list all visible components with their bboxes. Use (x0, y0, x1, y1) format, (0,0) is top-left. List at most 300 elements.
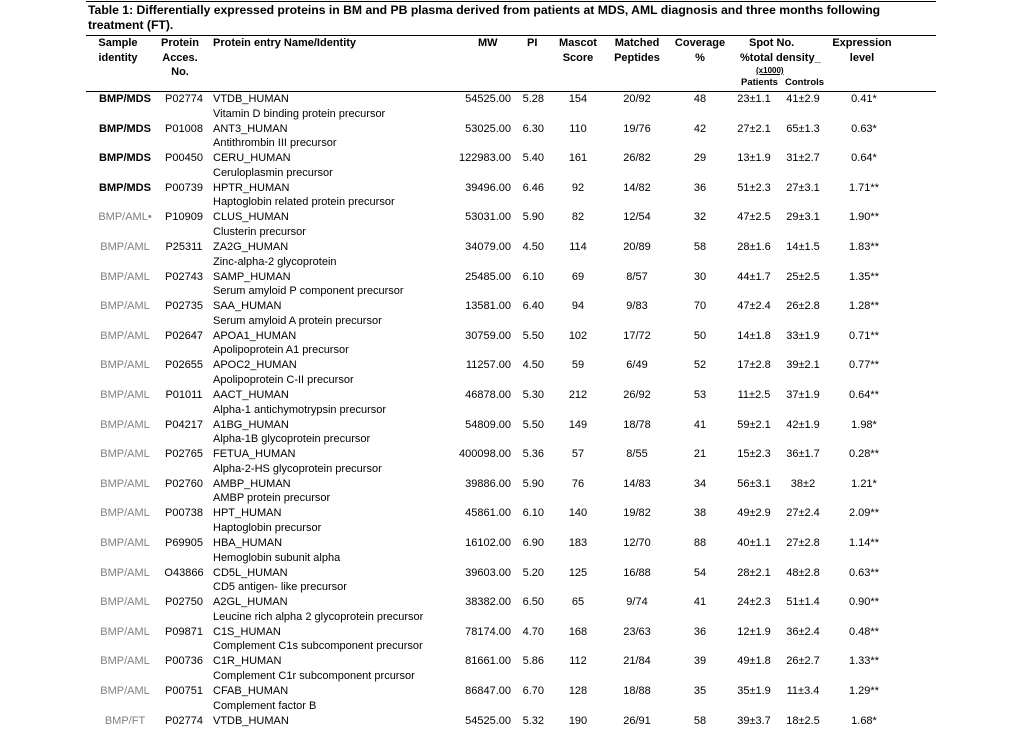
controls-density-cell: 26±2.7 (786, 655, 820, 668)
coverage-cell: 41 (693, 596, 707, 609)
table-row (0, 388, 1020, 418)
mascot-score-cell: 125 (568, 566, 588, 579)
patients-density-cell: 40±1.1 (737, 537, 771, 549)
protein-description-cell: Complement C1s subcomponent precursor (213, 640, 423, 653)
mascot-score-cell: 161 (568, 152, 588, 165)
matched-peptides-cell: 12/70 (623, 537, 651, 549)
patients-density-cell: 56±3.1 (737, 477, 771, 490)
coverage-cell: 41 (693, 418, 707, 431)
matched-peptides-cell: 8/57 (626, 270, 648, 283)
sample-identity-cell: BMP/AML (100, 625, 150, 638)
entry-name-cell: CLUS_HUMAN (213, 211, 289, 224)
matched-peptides-cell: 20/92 (623, 93, 651, 105)
controls-density-cell: 27±3.1 (786, 181, 820, 194)
table-row (0, 684, 1020, 714)
expression-level-cell: 0.64* (851, 152, 877, 165)
entry-name-cell: CERU_HUMAN (213, 152, 291, 165)
matched-peptides-cell: 9/83 (626, 300, 648, 313)
protein-description-cell: Vitamin D binding protein precursor (213, 107, 386, 120)
header-matched-peptides: Matched Peptides (614, 37, 660, 64)
matched-peptides-cell: 16/88 (623, 566, 651, 579)
mw-cell: 54525.00 (465, 714, 511, 727)
table-row (0, 151, 1020, 181)
accession-cell: P02743 (165, 270, 203, 283)
sample-identity-cell: BMP/AML (100, 448, 150, 461)
controls-density-cell: 37±1.9 (786, 389, 820, 401)
entry-name-cell: FETUA_HUMAN (213, 448, 296, 461)
mascot-score-cell: 140 (568, 507, 588, 520)
table-row (0, 447, 1020, 477)
pi-cell: 5.36 (522, 448, 544, 461)
header-protein-accession: Protein Acces. No. (161, 37, 199, 78)
controls-density-cell: 27±2.4 (786, 507, 820, 520)
mw-cell: 53031.00 (465, 211, 511, 224)
accession-cell: P10909 (165, 211, 203, 224)
table-row (0, 536, 1020, 566)
mascot-score-cell: 128 (568, 685, 588, 697)
sample-identity-cell: BMP/AML (100, 241, 150, 253)
patients-density-cell: 44±1.7 (737, 270, 771, 283)
mw-cell: 122983.00 (459, 152, 511, 165)
accession-cell: P00736 (165, 655, 203, 668)
controls-density-cell: 18±2.5 (786, 714, 820, 727)
coverage-cell: 36 (693, 181, 707, 194)
header-patients: Patients (741, 77, 778, 88)
patients-density-cell: 51±2.3 (737, 181, 771, 194)
patients-density-cell: 13±1.9 (737, 152, 771, 165)
table-row (0, 92, 1020, 122)
mascot-score-cell: 57 (571, 448, 585, 461)
accession-cell: P00450 (165, 152, 203, 165)
mascot-score-cell: 112 (569, 655, 587, 668)
matched-peptides-cell: 26/82 (623, 152, 651, 165)
patients-density-cell: 35±1.9 (737, 685, 771, 697)
matched-peptides-cell: 14/82 (623, 181, 651, 194)
sample-identity-cell: BMP/AML (100, 537, 150, 549)
patients-density-cell: 39±3.7 (737, 714, 771, 727)
coverage-cell: 30 (693, 270, 707, 283)
patients-density-cell: 15±2.3 (737, 448, 771, 461)
pi-cell: 5.50 (522, 329, 544, 342)
sample-identity-cell: BMP/AML (100, 566, 150, 579)
mw-cell: 38382.00 (465, 596, 511, 609)
sample-identity-cell: BMP/MDS (99, 122, 151, 135)
accession-cell: O43866 (164, 566, 204, 579)
patients-density-cell: 12±1.9 (737, 625, 771, 638)
expression-level-cell: 1.33** (849, 655, 879, 668)
controls-density-cell: 48±2.8 (786, 566, 820, 579)
coverage-cell: 36 (693, 625, 707, 638)
protein-description-cell: Zinc-alpha-2 glycoprotein (213, 255, 337, 268)
accession-cell: P02655 (165, 359, 203, 372)
sample-identity-cell: BMP/AML• (98, 211, 152, 224)
expression-level-cell: 0.71** (849, 329, 879, 342)
table-row (0, 329, 1020, 359)
controls-density-cell: 36±2.4 (786, 625, 820, 638)
entry-name-cell: CD5L_HUMAN (213, 566, 288, 579)
accession-cell: P69905 (165, 537, 203, 549)
expression-level-cell: 1.35** (849, 270, 879, 283)
patients-density-cell: 28±2.1 (737, 566, 771, 579)
accession-cell: P02765 (165, 448, 203, 461)
controls-density-cell: 14±1.5 (786, 241, 820, 253)
coverage-cell: 21 (693, 448, 707, 461)
table-row (0, 270, 1020, 300)
sample-identity-cell: BMP/AML (100, 270, 150, 283)
mw-cell: 45861.00 (465, 507, 511, 520)
controls-density-cell: 51±1.4 (786, 596, 820, 609)
matched-peptides-cell: 21/84 (623, 655, 651, 668)
accession-cell: P02774 (165, 93, 203, 105)
controls-density-cell: 41±2.9 (786, 93, 820, 105)
mascot-score-cell: 114 (569, 241, 587, 253)
mw-cell: 16102.00 (465, 537, 511, 549)
controls-density-cell: 25±2.5 (786, 270, 820, 283)
pi-cell: 6.10 (522, 270, 544, 283)
pi-cell: 5.86 (522, 655, 544, 668)
pi-cell: 6.10 (522, 507, 544, 520)
mascot-score-cell: 82 (571, 211, 585, 224)
patients-density-cell: 24±2.3 (737, 596, 771, 609)
protein-description-cell: Apolipoprotein A1 precursor (213, 344, 349, 357)
coverage-cell: 35 (693, 685, 707, 697)
expression-level-cell: 0.77** (849, 359, 879, 372)
accession-cell: P02774 (165, 714, 203, 727)
table-row (0, 210, 1020, 240)
entry-name-cell: HPT_HUMAN (213, 507, 282, 520)
controls-density-cell: 42±1.9 (786, 418, 820, 431)
controls-density-cell: 33±1.9 (786, 329, 820, 342)
accession-cell: P02647 (165, 329, 203, 342)
protein-description-cell: Haptoglobin related protein precursor (213, 196, 395, 209)
entry-name-cell: C1S_HUMAN (213, 625, 281, 638)
coverage-cell: 88 (693, 537, 707, 549)
header-mw: MW (478, 37, 498, 49)
controls-density-cell: 26±2.8 (786, 300, 820, 313)
expression-level-cell: 1.90** (849, 211, 879, 224)
pi-cell: 6.50 (522, 596, 544, 609)
expression-level-cell: 0.48** (849, 625, 879, 638)
header-sample-identity: Sample identity (98, 37, 138, 64)
table-row (0, 714, 1020, 744)
accession-cell: P09871 (165, 625, 203, 638)
sample-identity-cell: BMP/AML (100, 596, 150, 609)
expression-level-cell: 0.28** (849, 448, 879, 461)
pi-cell: 6.46 (522, 181, 544, 194)
accession-cell: P01008 (165, 122, 203, 135)
header-protein-entry: Protein entry Name/Identity (213, 37, 357, 49)
mascot-score-cell: 110 (569, 122, 587, 135)
header-pi: PI (527, 37, 538, 49)
pi-cell: 5.90 (522, 477, 544, 490)
expression-level-cell: 1.83** (849, 241, 879, 253)
mascot-score-cell: 190 (568, 714, 588, 727)
header-coverage: Coverage % (674, 37, 726, 64)
sample-identity-cell: BMP/AML (100, 655, 150, 668)
matched-peptides-cell: 12/54 (623, 211, 651, 224)
table-row (0, 418, 1020, 448)
mw-cell: 81661.00 (465, 655, 511, 668)
matched-peptides-cell: 9/74 (626, 596, 648, 609)
expression-level-cell: 1.14** (849, 537, 879, 549)
protein-description-cell: Alpha-1B glycoprotein precursor (213, 433, 371, 446)
coverage-cell: 48 (693, 93, 707, 105)
pi-cell: 5.20 (522, 566, 544, 579)
mascot-score-cell: 76 (571, 477, 585, 490)
entry-name-cell: APOA1_HUMAN (213, 329, 297, 342)
mascot-score-cell: 94 (571, 300, 585, 313)
pi-cell: 5.40 (522, 152, 544, 165)
coverage-cell: 70 (693, 300, 707, 313)
pi-cell: 4.70 (522, 625, 544, 638)
mw-cell: 53025.00 (465, 122, 511, 135)
expression-level-cell: 1.28** (849, 300, 879, 313)
sample-identity-cell: BMP/MDS (99, 181, 151, 194)
coverage-cell: 34 (693, 477, 707, 490)
coverage-cell: 58 (693, 241, 707, 253)
expression-level-cell: 0.63* (851, 122, 877, 135)
accession-cell: P25311 (165, 241, 203, 253)
header-expression-level: Expression level (832, 37, 892, 64)
mw-cell: 13581.00 (465, 300, 511, 313)
mascot-score-cell: 102 (568, 329, 588, 342)
table-row (0, 654, 1020, 684)
expression-level-cell: 0.90** (849, 596, 879, 609)
table-row (0, 506, 1020, 536)
patients-density-cell: 59±2.1 (737, 418, 771, 431)
sample-identity-cell: BMP/AML (100, 389, 150, 401)
protein-description-cell: Alpha-1 antichymotrypsin precursor (213, 403, 387, 416)
controls-density-cell: 36±1.7 (786, 448, 820, 461)
sample-identity-cell: BMP/AML (100, 507, 150, 520)
accession-cell: P02750 (165, 596, 203, 609)
coverage-cell: 50 (693, 329, 707, 342)
controls-density-cell: 27±2.8 (786, 537, 820, 549)
controls-density-cell: 11±3.4 (786, 685, 820, 697)
controls-density-cell: 31±2.7 (786, 152, 820, 165)
matched-peptides-cell: 18/78 (623, 418, 651, 431)
controls-density-cell: 65±1.3 (786, 122, 820, 135)
patients-density-cell: 49±2.9 (737, 507, 771, 520)
protein-description-cell: Serum amyloid P component precursor (213, 285, 404, 298)
matched-peptides-cell: 18/88 (623, 685, 651, 697)
expression-level-cell: 1.71** (849, 181, 879, 194)
protein-description-cell: Leucine rich alpha 2 glycoprotein precursor (213, 610, 424, 623)
protein-description-cell: Hemoglobin subunit alpha (213, 551, 341, 564)
mw-cell: 25485.00 (465, 270, 511, 283)
entry-name-cell: ZA2G_HUMAN (213, 241, 289, 253)
entry-name-cell: SAMP_HUMAN (213, 270, 291, 283)
controls-density-cell: 38±2 (790, 477, 816, 490)
controls-density-cell: 29±3.1 (786, 211, 820, 224)
accession-cell: P04217 (165, 418, 203, 431)
mw-cell: 400098.00 (459, 448, 511, 461)
entry-name-cell: A1BG_HUMAN (213, 418, 289, 431)
expression-level-cell: 2.09** (849, 507, 879, 520)
table-row (0, 122, 1020, 152)
entry-name-cell: SAA_HUMAN (213, 300, 282, 313)
mascot-score-cell: 65 (571, 596, 585, 609)
accession-cell: P00739 (165, 181, 203, 194)
protein-description-cell: Clusterin precursor (213, 225, 306, 238)
matched-peptides-cell: 26/91 (623, 714, 651, 727)
expression-level-cell: 0.64** (849, 389, 879, 401)
pi-cell: 5.50 (522, 418, 544, 431)
header-scale: (x1000) (756, 66, 784, 75)
coverage-cell: 54 (693, 566, 707, 579)
coverage-cell: 32 (693, 211, 707, 224)
pi-cell: 5.32 (522, 714, 544, 727)
accession-cell: P00751 (165, 685, 203, 697)
protein-description-cell: Alpha-2-HS glycoprotein precursor (213, 462, 382, 475)
matched-peptides-cell: 23/63 (623, 625, 651, 638)
sample-identity-cell: BMP/AML (100, 685, 150, 697)
table-row (0, 299, 1020, 329)
pi-cell: 6.90 (522, 537, 544, 549)
expression-level-cell: 1.29** (849, 685, 879, 697)
sample-identity-cell: BMP/FT (104, 714, 146, 727)
patients-density-cell: 28±1.6 (737, 241, 771, 253)
sample-identity-cell: BMP/MDS (99, 93, 151, 105)
header-spot-no: Spot No. (749, 37, 795, 49)
mascot-score-cell: 149 (568, 418, 588, 431)
mascot-score-cell: 69 (571, 270, 585, 283)
table-row (0, 566, 1020, 596)
pi-cell: 5.30 (522, 389, 544, 401)
header-controls: Controls (785, 77, 825, 88)
accession-cell: P02735 (165, 300, 203, 313)
entry-name-cell: CFAB_HUMAN (213, 685, 289, 697)
sample-identity-cell: BMP/AML (100, 477, 150, 490)
entry-name-cell: AACT_HUMAN (213, 389, 289, 401)
mw-cell: 39603.00 (465, 566, 511, 579)
controls-density-cell: 39±2.1 (786, 359, 820, 372)
patients-density-cell: 47±2.4 (737, 300, 771, 313)
matched-peptides-cell: 6/49 (626, 359, 648, 372)
coverage-cell: 39 (693, 655, 707, 668)
header-mascot-score: Mascot Score (559, 37, 597, 64)
sample-identity-cell: BMP/AML (100, 300, 150, 313)
protein-description-cell: Antithrombin III precursor (213, 137, 337, 150)
coverage-cell: 58 (693, 714, 707, 727)
mw-cell: 46878.00 (465, 389, 511, 401)
protein-description-cell: Serum amyloid A protein precursor (213, 314, 382, 327)
matched-peptides-cell: 17/72 (623, 329, 651, 342)
pi-cell: 6.70 (522, 685, 544, 697)
protein-description-cell: CD5 antigen- like precursor (213, 581, 347, 594)
table-row (0, 625, 1020, 655)
coverage-cell: 53 (693, 389, 707, 401)
mw-cell: 39496.00 (465, 181, 511, 194)
protein-description-cell: AMBP protein precursor (213, 492, 331, 505)
patients-density-cell: 17±2.8 (737, 359, 771, 372)
matched-peptides-cell: 20/89 (623, 241, 651, 253)
mw-cell: 86847.00 (465, 685, 511, 697)
pi-cell: 4.50 (522, 359, 544, 372)
matched-peptides-cell: 14/83 (623, 477, 651, 490)
entry-name-cell: HPTR_HUMAN (213, 181, 290, 194)
accession-cell: P01011 (165, 389, 203, 401)
mascot-score-cell: 154 (568, 93, 588, 105)
matched-peptides-cell: 8/55 (626, 448, 648, 461)
protein-description-cell: Haptoglobin precursor (213, 521, 322, 534)
expression-level-cell: 1.68* (851, 714, 877, 727)
protein-description-cell: Ceruloplasmin precursor (213, 166, 333, 179)
pi-cell: 6.40 (522, 300, 544, 313)
patients-density-cell: 27±2.1 (737, 122, 771, 135)
entry-name-cell: ANT3_HUMAN (213, 122, 288, 135)
protein-description-cell: Complement C1r subcomponent prcursor (213, 669, 415, 682)
patients-density-cell: 11±2.5 (737, 389, 771, 401)
pi-cell: 5.90 (522, 211, 544, 224)
protein-description-cell: Apolipoprotein C-II precursor (213, 373, 354, 386)
mw-cell: 54525.00 (465, 93, 511, 105)
accession-cell: P02760 (165, 477, 203, 490)
entry-name-cell: HBA_HUMAN (213, 537, 283, 549)
accession-cell: P00738 (165, 507, 203, 520)
sample-identity-cell: BMP/AML (100, 359, 150, 372)
expression-level-cell: 1.98* (851, 418, 877, 431)
table-row (0, 477, 1020, 507)
mascot-score-cell: 92 (571, 181, 585, 194)
pi-cell: 4.50 (522, 241, 544, 253)
entry-name-cell: AMBP_HUMAN (213, 477, 291, 490)
entry-name-cell: APOC2_HUMAN (213, 359, 297, 372)
mascot-score-cell: 168 (568, 625, 588, 638)
mw-cell: 78174.00 (465, 625, 511, 638)
entry-name-cell: C1R_HUMAN (213, 655, 282, 668)
coverage-cell: 29 (693, 152, 707, 165)
sample-identity-cell: BMP/AML (100, 329, 150, 342)
table-row (0, 358, 1020, 388)
entry-name-cell: VTDB_HUMAN (213, 714, 289, 727)
mw-cell: 11257.00 (465, 359, 511, 372)
matched-peptides-cell: 19/82 (623, 507, 651, 520)
coverage-cell: 38 (693, 507, 707, 520)
pi-cell: 5.28 (522, 93, 544, 105)
mw-cell: 54809.00 (465, 418, 511, 431)
patients-density-cell: 23±1.1 (737, 93, 771, 105)
mw-cell: 34079.00 (465, 241, 511, 253)
mascot-score-cell: 183 (568, 537, 588, 549)
sample-identity-cell: BMP/MDS (99, 152, 151, 165)
protein-description-cell: Complement factor B (213, 699, 317, 712)
matched-peptides-cell: 19/76 (623, 122, 651, 135)
mascot-score-cell: 59 (571, 359, 585, 372)
sample-identity-cell: BMP/AML (100, 418, 150, 431)
coverage-cell: 42 (693, 122, 707, 135)
pi-cell: 6.30 (522, 122, 544, 135)
matched-peptides-cell: 26/92 (623, 389, 651, 401)
entry-name-cell: VTDB_HUMAN (213, 93, 289, 105)
table-row (0, 240, 1020, 270)
mascot-score-cell: 212 (568, 389, 588, 401)
expression-level-cell: 0.41* (851, 93, 877, 105)
mw-cell: 39886.00 (465, 477, 511, 490)
coverage-cell: 52 (693, 359, 707, 372)
patients-density-cell: 49±1.8 (737, 655, 771, 668)
table-row (0, 181, 1020, 211)
table-row (0, 595, 1020, 625)
mw-cell: 30759.00 (465, 329, 511, 342)
entry-name-cell: A2GL_HUMAN (213, 596, 288, 609)
expression-level-cell: 0.63** (849, 566, 879, 579)
patients-density-cell: 14±1.8 (737, 329, 771, 342)
expression-level-cell: 1.21* (851, 477, 877, 490)
header-total-density: %total density_ (740, 51, 821, 64)
patients-density-cell: 47±2.5 (737, 211, 771, 224)
table-caption: Table 1: Differentially expressed proteins in BM and PB plasma derived from patients at MDS, AML diagnosis and three months following treatment (FT). (88, 3, 881, 32)
